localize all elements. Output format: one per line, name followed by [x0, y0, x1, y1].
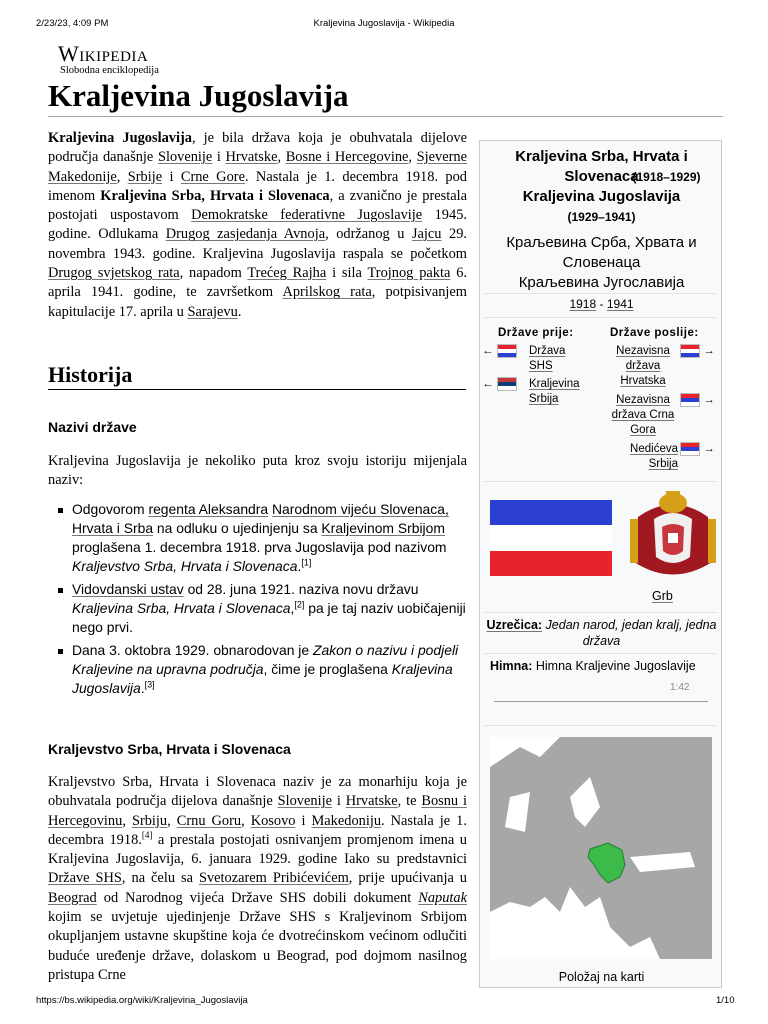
infobox — [479, 140, 722, 988]
inline-link[interactable]: regenta Aleksandra — [148, 501, 269, 517]
flag-crna-gora-icon — [680, 393, 700, 407]
inline-link[interactable]: Aprilskog rata — [282, 284, 372, 301]
infobox-native-names — [480, 233, 723, 293]
inline-link[interactable]: Sarajevu — [187, 303, 238, 320]
print-url: https://bs.wikipedia.org/wiki/Kraljevina_Jugoslavija — [36, 995, 248, 1006]
nazivi-intro-paragraph: Kraljevina Jugoslavija je nekoliko puta kroz svoju istoriju mijenjala naziv: — [48, 453, 467, 489]
infobox-divider — [484, 612, 717, 613]
infobox-years-1: (1918–1929) — [632, 170, 701, 184]
inline-link[interactable]: Vidovdanski ustav — [72, 581, 184, 597]
inline-link[interactable]: Narodnom vijeću Slovenaca, Hrvata i Srba — [72, 501, 449, 536]
infobox-cyrillic-2: Краљевина Југославија — [518, 274, 685, 291]
coat-of-arms-icon[interactable] — [628, 487, 718, 587]
flag-kraljevina-srbija-icon — [497, 377, 517, 391]
inline-link[interactable]: Crnu Goru — [176, 812, 242, 829]
inline-link[interactable]: Hrvatske — [345, 793, 398, 810]
infobox-name-1: Kraljevina Srba, Hrvata i Slovenaca — [515, 148, 688, 185]
flag-stripe-white — [490, 525, 612, 550]
infobox-cyrillic-1: Краљевина Срба, Хрвата и Словенаца — [506, 234, 697, 271]
arrow-right-icon: → — [703, 443, 715, 456]
citation-ref[interactable]: [2] — [294, 599, 305, 610]
infobox-divider — [484, 317, 717, 318]
infobox-years-2: (1929–1941) — [567, 210, 636, 224]
anthem-name: Himna Kraljevine Jugoslavije — [535, 659, 696, 673]
infobox-divider — [484, 725, 717, 726]
motto-text: Jedan narod, jedan kralj, jedna država — [545, 618, 717, 648]
list-item: Odgovorom regenta Aleksandra Narodnom vijeću Slovenaca, Hrvata i Srba na odluku o ujedinjenju sa Kraljevinom Srbijom proglašena 1. decembra 1918. prva Jugoslavija pod nazivom Kraljevstvo Srba, Hrvata i Slovenaca.[1] — [48, 500, 468, 576]
subsection-heading-nazivi: Nazivi države — [48, 419, 137, 435]
inline-link[interactable]: Kraljevinom Srbijom — [321, 520, 445, 536]
inline-link[interactable]: Makedoniju — [311, 812, 382, 829]
arrow-left-icon: ← — [482, 378, 494, 391]
kraljevstvo-paragraph: Kraljevstvo Srba, Hrvata i Slovenaca naziv je za monarhiju koja je obuhvatala područja dijelova današnje Slovenije i Hrvatske, te Bosnu i Hercegovinu, Srbiju, Crnu Goru, Kosovo i Makedoniju. Nastala je 1. decembra 1918.[4] a prestala postojati osnivanjem promjenom imena u Kraljevina Jugoslavija, 6. januara 1929. godine Iako su predstavnici Države SHS, na čelu sa Svetozarem Pribićevićem, prije upućivanja u Beograd od Narodnog vijeća Države SHS dobili dokument Naputak kojim se uvjetuje ujedinjenje Države SHS s Kraljevinom Srbijom okupljanjem ustavne skupštine koja će dvotrećinskom većinom odlučiti buduće uređenje države, dolaskom u Beograd, pod dojmom nasilnog pristupa Crne — [48, 774, 467, 983]
coat-of-arms-link[interactable]: Grb — [652, 589, 673, 603]
subsection-heading-kraljevstvo: Kraljevstvo Srba, Hrvata i Slovenaca — [48, 741, 291, 757]
predecessor-drzava-shs[interactable] — [482, 344, 517, 359]
infobox-divider — [484, 293, 717, 294]
coat-of-arms-caption[interactable] — [652, 589, 673, 603]
years-dash: - — [599, 297, 604, 311]
inline-link[interactable]: Svetozarem Pribićevićem — [198, 870, 349, 887]
end-year-link[interactable]: 1941 — [606, 297, 634, 311]
inline-link[interactable]: Drugog svjetskog rata — [48, 265, 180, 282]
logo-tagline: Slobodna enciklopedija — [60, 65, 159, 76]
inline-link[interactable]: Srbiju — [131, 812, 168, 829]
title-divider — [48, 116, 723, 117]
successor-ndh-flag — [680, 344, 715, 359]
inline-link[interactable]: Države SHS — [48, 870, 122, 887]
flag-image[interactable] — [490, 500, 612, 576]
infobox-divider — [484, 653, 717, 654]
section-heading-historija: Historija — [48, 362, 133, 387]
successor-ndh[interactable]: Nezavisna država Hrvatska — [616, 345, 670, 387]
citation-ref[interactable]: [1] — [301, 557, 312, 568]
intro-paragraph: Kraljevina Jugoslavija, je bila država koja je obuhvatala dijelove područja današnje Slovenije i Hrvatske, Bosne i Hercegovine, Sjeverne Makedonije, Srbije i Crne Gore. Nastala je 1. decembra 1918. pod imenom Kraljevina Srba, Hrvata i Slovenaca, a zvanično je prestala postojati uspostavom Demokratske federativne Jugoslavije 1945. godine. Odlukama Drugog zasjedanja Avnoja, održanog u Jajcu 29. novembra 1943. godine. Kraljevina Jugoslavija raspala se početkom Drugog svjetskog rata, napadom Trećeg Rajha i sila Trojnog pakta 6. aprila 1941. godine, te završetkom Aprilskog rata, potpisivanjem kapitulacije 17. aprila u Sarajevu. — [48, 130, 468, 320]
flag-drzava-shs-icon — [497, 344, 517, 358]
print-doc-title: Kraljevina Jugoslavija - Wikipedia — [313, 18, 455, 29]
print-datetime: 2/23/23, 4:09 PM — [36, 18, 109, 29]
arrow-right-icon: → — [703, 394, 715, 407]
infobox-name-2: Kraljevina Jugoslavija — [522, 188, 681, 205]
flag-stripe-blue — [490, 500, 612, 525]
wikipedia-logo[interactable] — [58, 43, 188, 77]
inline-link[interactable]: Srbije — [127, 168, 163, 185]
audio-progress-bar[interactable] — [494, 701, 708, 702]
after-states-label: Države poslije: — [610, 327, 699, 339]
successor-nediceva-srbija[interactable]: Nedićeva Srbija — [630, 443, 678, 470]
inline-link[interactable]: Demokratske federativne Jugoslavije — [191, 207, 423, 224]
map-caption: Položaj na karti — [558, 970, 645, 984]
inline-link[interactable]: Sjeverne Makedonije — [48, 149, 467, 185]
citation-ref[interactable]: [3] — [144, 679, 155, 690]
flag-stripe-red — [490, 551, 612, 576]
flag-ndh-icon — [680, 344, 700, 358]
anthem-duration: 1:42 — [670, 682, 690, 693]
naming-history-list — [48, 500, 468, 702]
motto-label[interactable]: Uzrečica: — [486, 618, 543, 632]
inline-link[interactable]: Drugog zasjedanja Avnoja — [165, 226, 326, 243]
citation-ref[interactable]: [4] — [141, 830, 153, 841]
inline-link[interactable]: Bosnu i Hercegovinu — [48, 793, 467, 829]
inline-link[interactable]: Crne Gore — [180, 168, 245, 185]
inline-link[interactable]: Jajcu — [411, 226, 442, 243]
successor-crna-gora[interactable]: Nezavisna država Crna Gora — [611, 394, 675, 436]
page-title: Kraljevina Jugoslavija — [48, 78, 349, 113]
predecessor-label-kraljevina-srbija[interactable]: Kraljevina Srbija — [529, 378, 580, 405]
infobox-anthem — [490, 659, 696, 673]
inline-link[interactable]: Trojnog pakta — [367, 265, 451, 282]
infobox-years — [480, 297, 723, 311]
inline-link[interactable]: Kosovo — [250, 812, 296, 829]
infobox-motto — [480, 617, 723, 649]
inline-link[interactable]: Slovenije — [277, 793, 332, 810]
print-page-number: 1/10 — [716, 995, 735, 1006]
predecessor-kraljevina-srbija[interactable] — [482, 377, 517, 392]
inline-link[interactable]: Trećeg Rajha — [247, 265, 327, 282]
inline-link[interactable]: Beograd — [48, 889, 97, 906]
arrow-right-icon: → — [703, 345, 715, 358]
list-item: Vidovdanski ustav od 28. juna 1921. naziva novu državu Kraljevina Srba, Hrvata i Slovenaca,[2] pa je taj naziv uobičajeniji nego prvi. — [48, 580, 468, 637]
before-states-label: Države prije: — [498, 327, 574, 339]
start-year-link[interactable]: 1918 — [569, 297, 597, 311]
logo-wordmark — [58, 43, 188, 65]
predecessor-label-drzava-shs[interactable]: Država SHS — [529, 345, 566, 372]
inline-link[interactable]: Slovenije — [157, 149, 213, 166]
anthem-label: Himna: — [490, 659, 533, 673]
section-divider — [48, 389, 466, 390]
flag-nediceva-srbija-icon — [680, 442, 700, 456]
arrow-left-icon: ← — [482, 345, 494, 358]
successor-crna-gora-flag — [680, 393, 715, 408]
infobox-title — [480, 147, 723, 227]
inline-link[interactable]: Bosne i Hercegovine — [285, 149, 409, 166]
logo-wordmark-text: Wikipedia — [58, 41, 149, 66]
inline-link[interactable]: Hrvatske — [225, 149, 278, 166]
locator-map[interactable] — [490, 737, 712, 959]
inline-link[interactable]: Naputak — [418, 889, 467, 906]
list-item: Dana 3. oktobra 1929. obnarodovan je Zakon o nazivu i podjeli Kraljevine na upravna područja, čime je proglašena Kraljevina Jugoslavija.[3] — [48, 641, 468, 698]
successor-nediceva-srbija-flag — [680, 442, 715, 457]
infobox-divider — [484, 481, 717, 482]
